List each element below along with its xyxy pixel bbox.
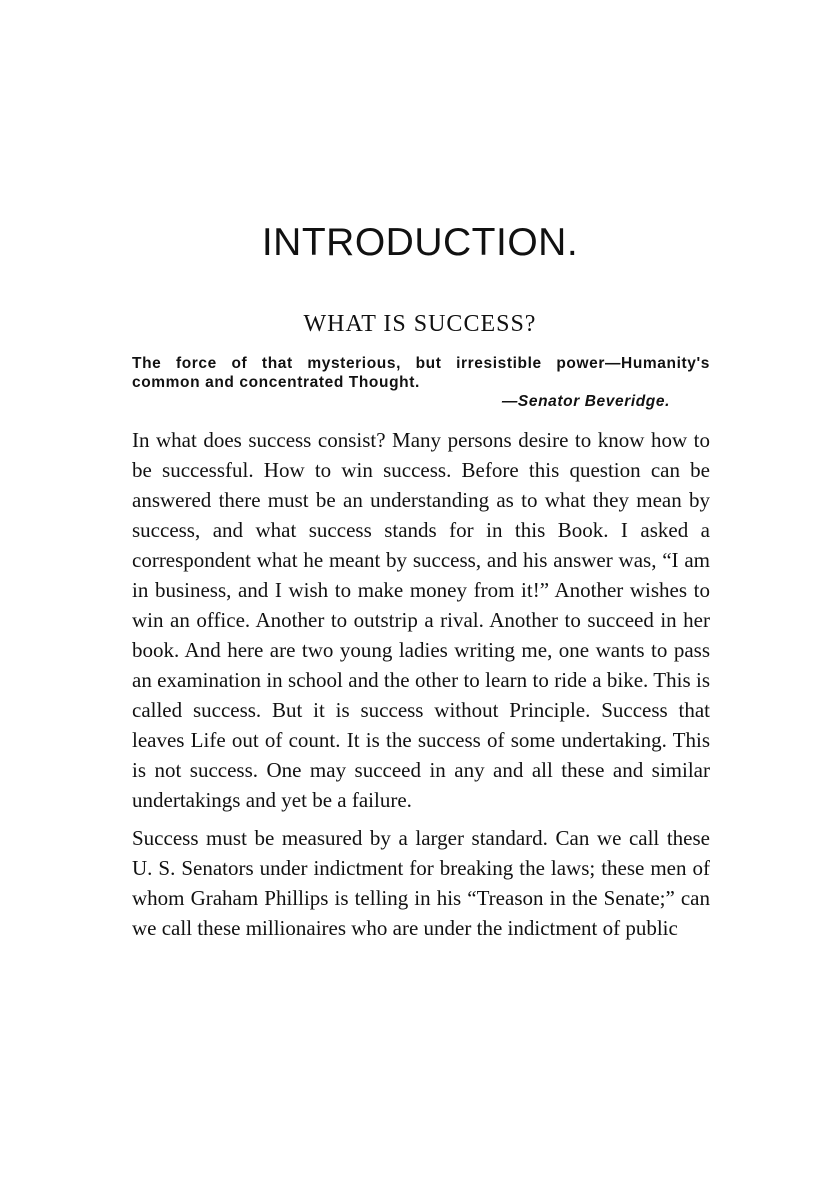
epigraph-quote: The force of that mysterious, but irresistible power—Humanity's common and concentrated Thought. [132, 355, 710, 391]
epigraph-attribution: —Senator Beveridge. [501, 393, 670, 410]
body-text [132, 425, 710, 951]
paragraph-1: In what does success consist? Many persons desire to know how to be successful. How to win success. Before this question can be answered there must be an understanding as to what they mean by success, and what success stands for in this Book. I asked a correspondent what he meant by success, and his answer was, “I am in business, and I wish to make money from it!” Another wishes to win an office. Another to outstrip a rival. Another to succeed in her book. And here are two young ladies writing me, one wants to pass an examination in school and the other to learn to ride a bike. This is called success. But it is success without Principle. Success that leaves Life out of count. It is the success of some undertaking. This is not success. One may succeed in any and all these and similar undertakings and yet be a failure. [132, 428, 710, 812]
section-title: WHAT IS SUCCESS? [303, 311, 537, 337]
paragraph-2: Success must be measured by a larger standard. Can we call these U. S. Senators under indictment for breaking the laws; these men of whom Graham Phillips is telling in his “Treason in the Senate;” can we call these millionaires who are under the indictment of public [132, 826, 710, 940]
epigraph [132, 354, 710, 411]
chapter-title: INTRODUCTION. [261, 221, 579, 264]
